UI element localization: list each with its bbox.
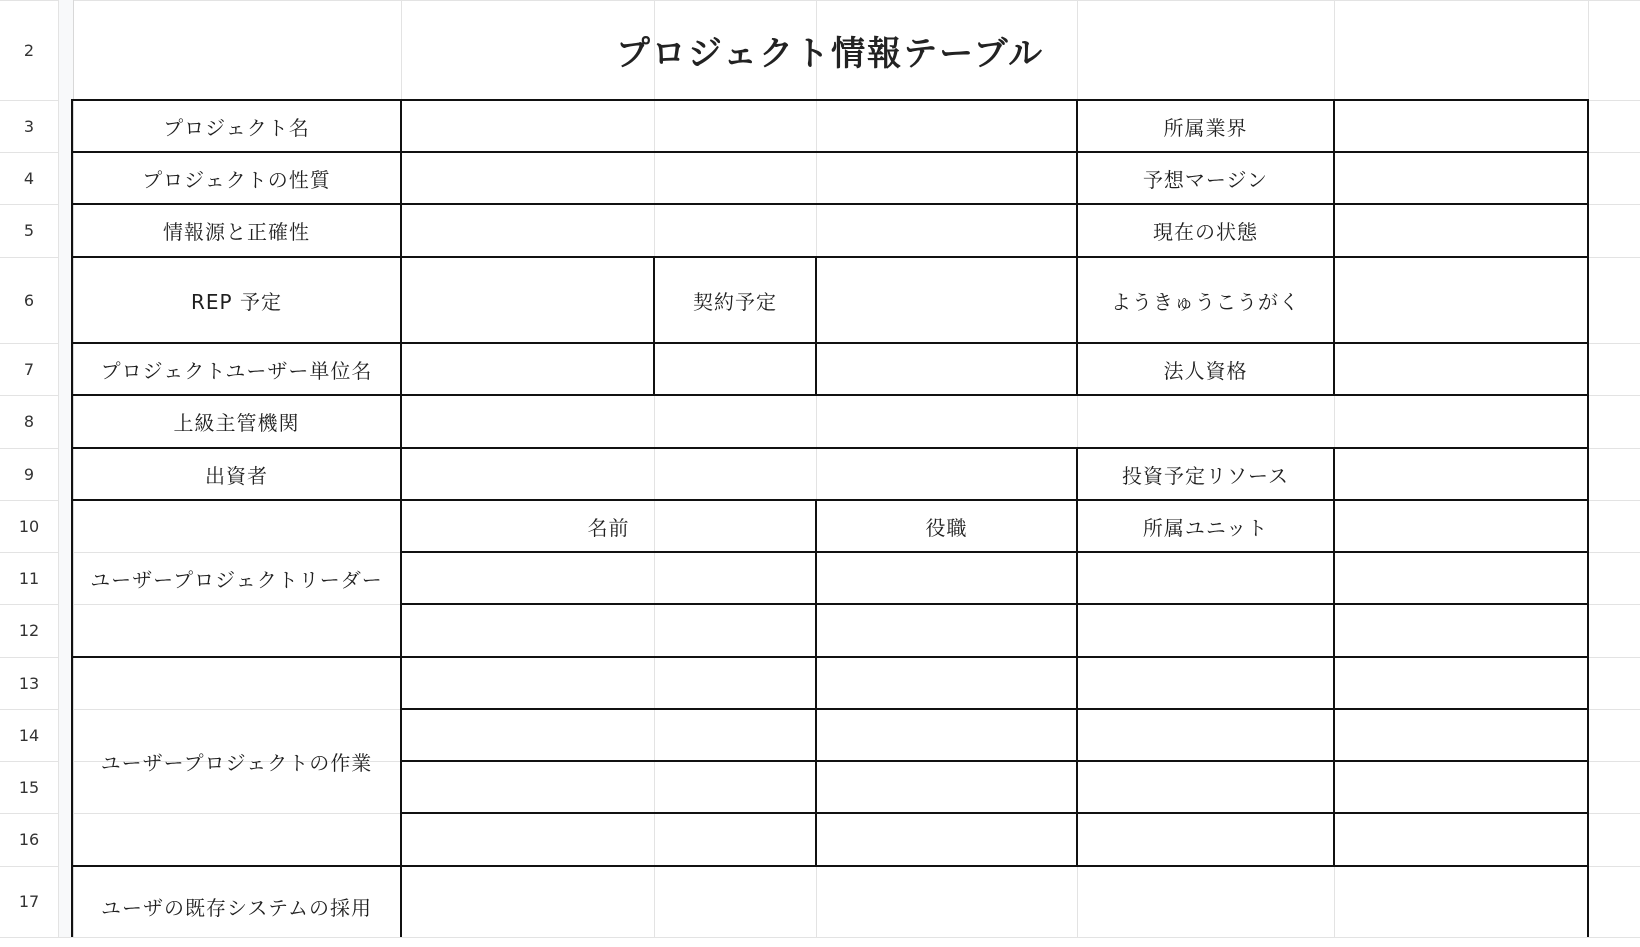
label-investor[interactable]: 出資者 [205,463,268,488]
label-user-unit-name[interactable]: プロジェクトユーザー単位名 [100,358,373,383]
table-border-horizontal [72,499,1589,501]
table-title[interactable]: プロジェクト情報テーブル [615,33,1045,74]
table-border-vertical [400,99,402,937]
label-project-nature[interactable]: プロジェクトの性質 [142,167,331,192]
row-header[interactable]: 6 [23,290,35,310]
label-current-status[interactable]: 現在の状態 [1153,220,1258,244]
table-border-horizontal [72,447,1589,449]
row-header[interactable]: 17 [18,892,40,911]
table-border-horizontal [72,151,1589,153]
table-border-horizontal [72,865,1589,867]
table-border-vertical [1333,447,1335,866]
row-header[interactable]: 8 [23,412,35,431]
table-border-horizontal [72,656,1589,658]
table-border-horizontal [401,708,1589,710]
value-source-accuracy[interactable] [401,204,1077,257]
row-header[interactable]: 16 [18,830,40,849]
value-project-name[interactable] [401,100,1077,152]
table-border-horizontal [401,812,1589,814]
table-border-vertical [653,256,655,395]
table-border-horizontal [72,394,1589,396]
label-user-work[interactable]: ユーザープロジェクトの作業 [100,751,373,775]
row-header[interactable]: 13 [18,673,40,693]
label-supervising-agency[interactable]: 上級主管機関 [173,411,300,435]
table-border-horizontal [401,603,1589,605]
row-header[interactable]: 7 [23,359,35,379]
header-position[interactable]: 役職 [925,515,968,540]
label-planned-resources[interactable]: 投資予定リソース [1122,463,1289,488]
value-expected-margin[interactable] [1334,152,1588,204]
table-border-horizontal [401,760,1589,762]
table-border-vertical [1076,99,1078,395]
label-existing-systems[interactable]: ユーザの既存システムの採用 [101,896,372,920]
table-border-horizontal [72,203,1589,205]
label-industry[interactable]: 所属業界 [1163,115,1248,140]
value-required-amount[interactable] [1334,257,1588,343]
table-border-vertical [1587,99,1589,937]
row-header[interactable]: 10 [18,516,40,536]
row-header[interactable]: 4 [23,168,35,188]
table-border-vertical [815,256,817,395]
label-legal-qualification[interactable]: 法人資格 [1163,358,1248,383]
label-contract-schedule[interactable]: 契約予定 [693,289,777,314]
table-border-vertical [1333,99,1335,395]
row-header[interactable]: 3 [23,116,35,136]
row-header[interactable]: 9 [23,464,35,484]
value-contract-schedule[interactable] [816,257,1077,343]
table-border-vertical [71,99,73,937]
table-border-vertical [1076,447,1078,866]
value-rep-schedule[interactable] [401,257,654,343]
label-rep-schedule[interactable]: REP 予定 [191,289,282,314]
row-header[interactable]: 5 [23,221,35,240]
label-required-amount[interactable]: ようきゅうこうがく [1111,289,1300,314]
header-name[interactable]: 名前 [587,515,630,540]
table-border-vertical [815,499,817,866]
row-header[interactable]: 12 [18,621,40,640]
label-source-accuracy[interactable]: 情報源と正確性 [163,220,310,244]
row-header[interactable]: 11 [18,568,40,588]
label-project-name[interactable]: プロジェクト名 [163,115,310,140]
row-header[interactable]: 14 [18,725,40,745]
value-industry[interactable] [1334,100,1588,152]
value-current-status[interactable] [1334,204,1588,257]
label-expected-margin[interactable]: 予想マージン [1142,167,1269,192]
table-border-horizontal [72,342,1589,344]
value-project-nature[interactable] [401,152,1077,204]
table-border-horizontal [401,551,1589,553]
row-header[interactable]: 2 [23,40,35,60]
table-border-horizontal [72,99,1589,101]
label-user-leader[interactable]: ユーザープロジェクトリーダー [90,568,383,592]
table-border-horizontal [72,256,1589,258]
row-header[interactable]: 15 [18,777,40,797]
header-affiliated-unit[interactable]: 所属ユニット [1142,515,1269,540]
